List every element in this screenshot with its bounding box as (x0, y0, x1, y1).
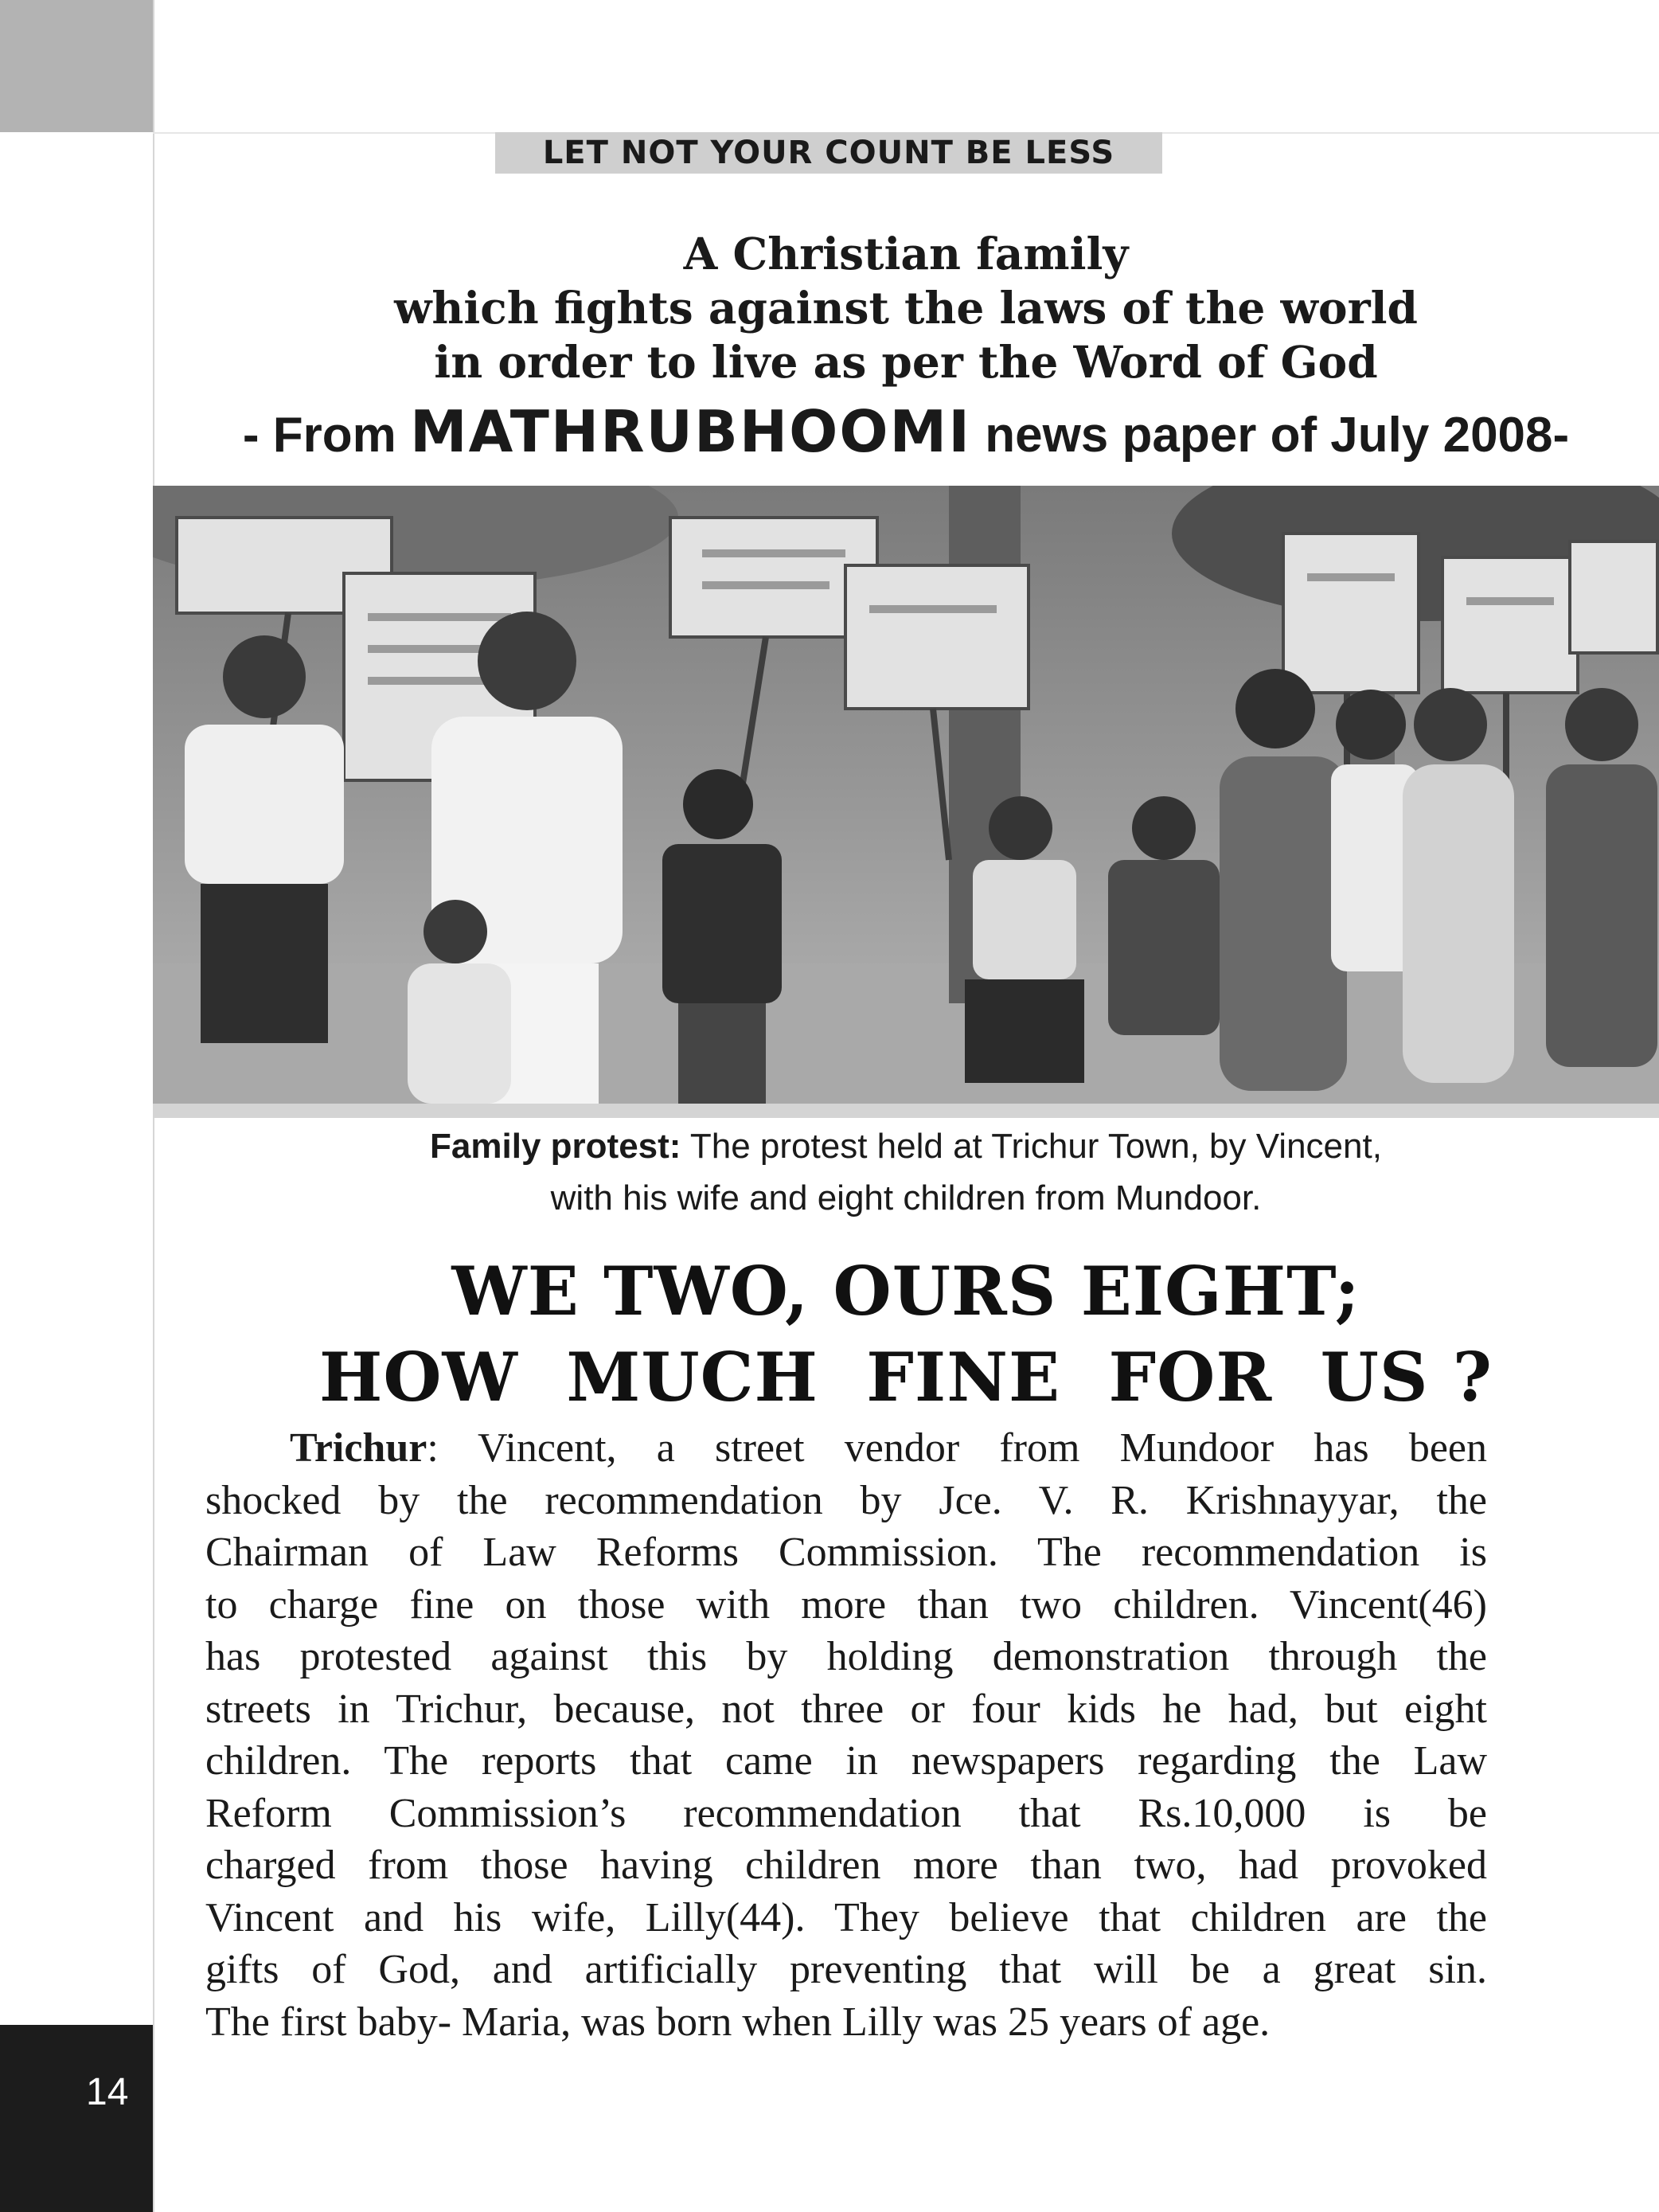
headline-line-2: HOW MUCH FINE FOR US ? (318, 1338, 1493, 1417)
subtitle-line-3: in order to live as per the Word of God (434, 336, 1378, 388)
body-line: Vincent and his wife, Lilly(44). They believe that children are the (205, 1894, 1487, 1940)
body-line: charged from those having children more than two, had provoked (205, 1843, 1487, 1888)
caption-text: The protest held at Trichur Town, by Vincent, (689, 1127, 1382, 1166)
body-line: Chairman of Law Reforms Commission. The recommendation is (205, 1530, 1487, 1575)
subtitle-line-1: A Christian family (683, 228, 1129, 279)
dateline-place: Trichur (290, 1425, 427, 1471)
newspaper-name: MATHRUBHOOMI (409, 398, 971, 465)
photo-bottom-band (153, 1104, 1659, 1118)
headline-line-1: WE TWO, OURS EIGHT; (451, 1252, 1360, 1331)
source-suffix: news paper of July 2008- (985, 408, 1570, 463)
body-line: has protested against this by holding demonstration through the (205, 1634, 1487, 1679)
body-line (205, 1422, 1487, 1475)
body-line: streets in Trichur, because, not three or four kids he had, but eight (205, 1686, 1487, 1732)
body-line: to charge fine on those with more than two children. Vincent(46) (205, 1581, 1487, 1628)
body-line: shocked by the recommendation by Jce. V. R. Krishnayyar, the (205, 1477, 1487, 1523)
article-body (205, 1422, 1487, 2048)
photo-illustration (153, 486, 1659, 1104)
page-number: 14 (86, 2071, 129, 2113)
page-number-box (0, 2025, 153, 2212)
photo-caption-line-1 (153, 1127, 1659, 1167)
protest-photo (153, 486, 1659, 1104)
body-line: children. The reports that came in newspapers regarding the Law (205, 1738, 1487, 1784)
body-line: gifts of God, and artificially preventing that will be a great sin. (205, 1947, 1487, 1992)
caption-lead: Family protest: (430, 1127, 681, 1166)
body-line: The first baby- Maria, was born when Lilly was 25 years of age. (205, 1999, 1271, 2045)
subtitle-line-2: which fights against the laws of the world (394, 282, 1418, 334)
corner-tab (0, 0, 153, 132)
photo-caption-line-2: with his wife and eight children from Mundoor. (550, 1178, 1262, 1217)
body-first-line-text: : Vincent, a street vendor from Mundoor has been (427, 1425, 1487, 1471)
body-line: Reform Commission’s recommendation that Rs.10,000 is be (205, 1790, 1487, 1836)
left-margin (0, 0, 154, 2212)
source-line (153, 398, 1659, 465)
source-prefix: - From (242, 408, 396, 463)
running-header: LET NOT YOUR COUNT BE LESS (495, 132, 1162, 174)
